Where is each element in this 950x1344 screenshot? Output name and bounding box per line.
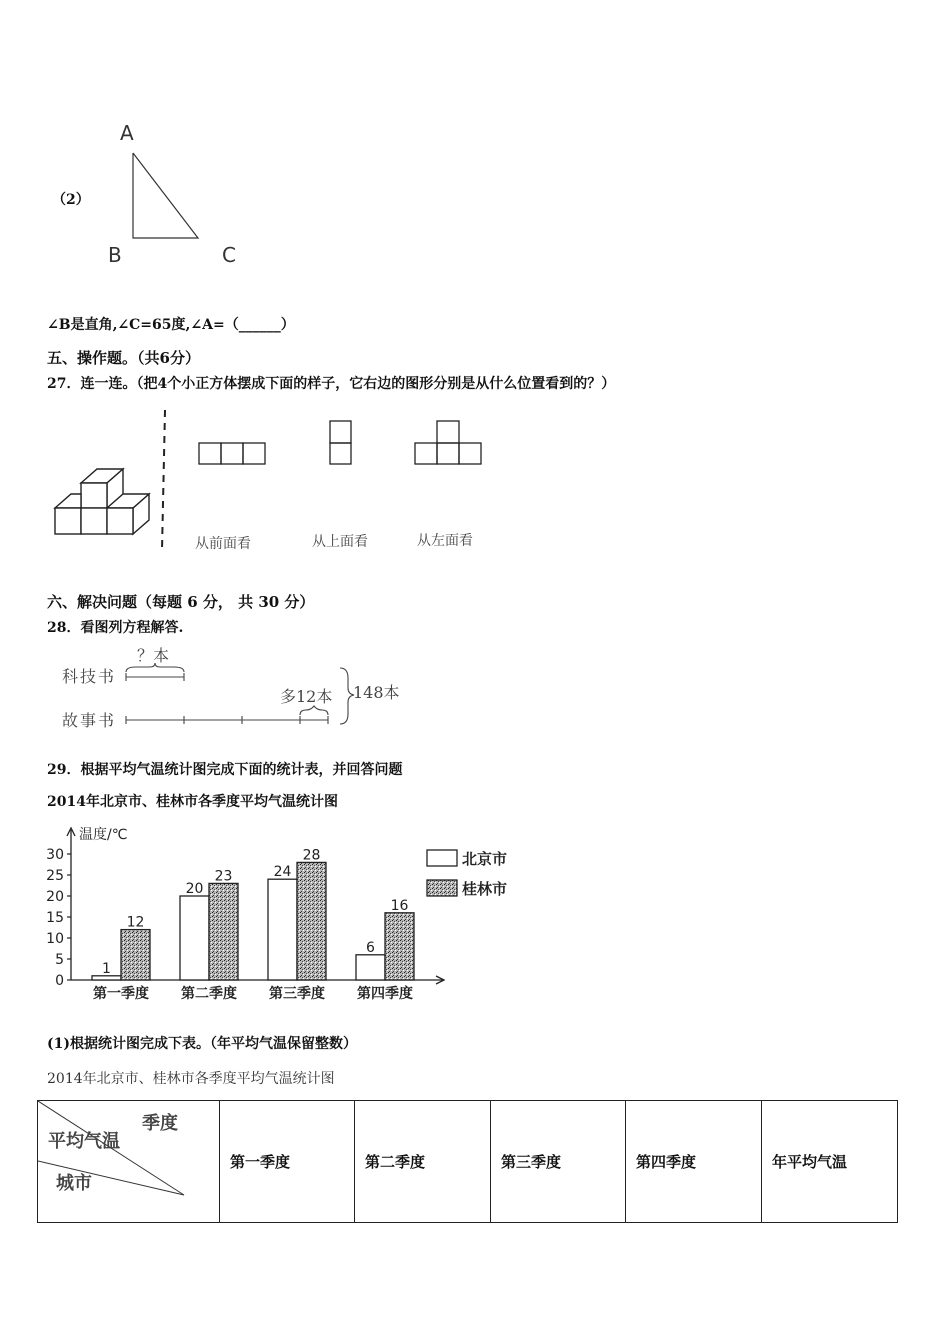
view-label-left: 从左面看 — [417, 533, 473, 549]
q29-sub1: (1)根据统计图完成下表。（年平均气温保留整数） — [47, 1036, 357, 1052]
unknown-brace — [126, 663, 184, 672]
diagonal-lines — [38, 1101, 220, 1224]
bar-guilin — [297, 862, 326, 980]
diag-mid-label: 平均气温 — [48, 1131, 120, 1152]
bar-guilin — [209, 883, 238, 980]
y-tick-label: 25 — [46, 868, 64, 884]
view-top-shape — [330, 421, 351, 464]
more-label: 多12本 — [280, 687, 333, 706]
triangle-figure — [100, 118, 250, 268]
unknown-label: ？本 — [137, 646, 170, 665]
total-label: 148本 — [353, 683, 400, 702]
vertex-c-label: C — [222, 243, 236, 267]
temperature-bar-chart — [44, 820, 524, 1010]
y-tick-label: 5 — [55, 952, 64, 968]
section5-title: 五、操作题。（共6分） — [47, 349, 200, 367]
book-line-diagram — [58, 642, 418, 734]
bar-value-label: 12 — [126, 914, 145, 931]
row-label-science: 科技书 — [62, 667, 117, 686]
legend-label: 桂林市 — [462, 880, 508, 898]
y-tick-label: 20 — [46, 889, 64, 905]
q27-text: 27．连一连。（把4个小正方体摆成下面的样子，它右边的图形分别是从什么位置看到的？） — [47, 376, 616, 392]
vertex-a-label: A — [120, 121, 134, 145]
diagonal-header-cell — [38, 1101, 220, 1223]
total-brace — [340, 668, 354, 724]
bar-value-label: 20 — [185, 881, 204, 897]
x-category-label: 第三季度 — [269, 986, 325, 1002]
header-q4: 第四季度 — [626, 1101, 762, 1223]
diag-top-label: 季度 — [142, 1113, 178, 1134]
row-label-story: 故事书 — [62, 711, 117, 730]
view-label-top: 从上面看 — [312, 534, 368, 550]
y-tick-label: 15 — [46, 910, 64, 926]
cube-stack-drawing — [55, 469, 149, 534]
bar-beijing — [180, 896, 209, 980]
header-annual-avg: 年平均气温 — [762, 1101, 898, 1223]
bar-value-label: 23 — [214, 868, 233, 885]
x-category-label: 第二季度 — [181, 986, 237, 1002]
q29-text: 29．根据平均气温统计图完成下面的统计表，并回答问题 — [47, 762, 403, 778]
section6-title: 六、解决问题（每题 6 分， 共 30 分） — [47, 593, 315, 611]
view-label-front: 从前面看 — [195, 536, 251, 552]
bar-value-label: 16 — [390, 897, 409, 914]
x-category-label: 第四季度 — [357, 986, 413, 1002]
header-q2: 第二季度 — [355, 1101, 491, 1223]
bar-guilin — [385, 913, 414, 980]
legend-label: 北京市 — [462, 850, 508, 868]
legend-swatch — [427, 880, 457, 896]
stats-table — [37, 1100, 898, 1223]
table-caption: 2014年北京市、桂林市各季度平均气温统计图 — [47, 1071, 335, 1087]
table-header-row — [38, 1101, 898, 1223]
bar-value-label: 1 — [102, 960, 111, 977]
y-tick-label: 0 — [55, 973, 64, 989]
bar-value-label: 28 — [302, 847, 321, 864]
vertex-b-label: B — [108, 243, 122, 267]
view-front-shape — [199, 443, 265, 464]
x-category-label: 第一季度 — [93, 986, 149, 1002]
diag-bottom-label: 城市 — [56, 1173, 92, 1194]
legend-swatch — [427, 850, 457, 866]
part-label: （2） — [52, 192, 90, 208]
angle-answer-line: ∠B是直角,∠C=65度,∠A=（______） — [47, 317, 295, 333]
q28-text: 28．看图列方程解答. — [47, 620, 184, 636]
triangle-abc — [133, 153, 198, 238]
view-left-shape — [415, 421, 481, 464]
header-q3: 第三季度 — [491, 1101, 626, 1223]
bar-value-label: 6 — [366, 939, 375, 956]
chart-title: 2014年北京市、桂林市各季度平均气温统计图 — [47, 794, 338, 810]
bar-beijing — [268, 879, 297, 980]
y-axis-label: 温度/℃ — [79, 827, 128, 843]
bar-guilin — [121, 930, 150, 980]
cube-views-figure — [45, 400, 515, 560]
bar-value-label: 24 — [273, 864, 292, 881]
more-brace — [300, 706, 328, 715]
bar-beijing — [356, 955, 385, 980]
y-tick-label: 10 — [46, 931, 64, 947]
header-q1: 第一季度 — [220, 1101, 355, 1223]
y-tick-label: 30 — [46, 847, 64, 863]
dashed-divider — [162, 410, 165, 550]
